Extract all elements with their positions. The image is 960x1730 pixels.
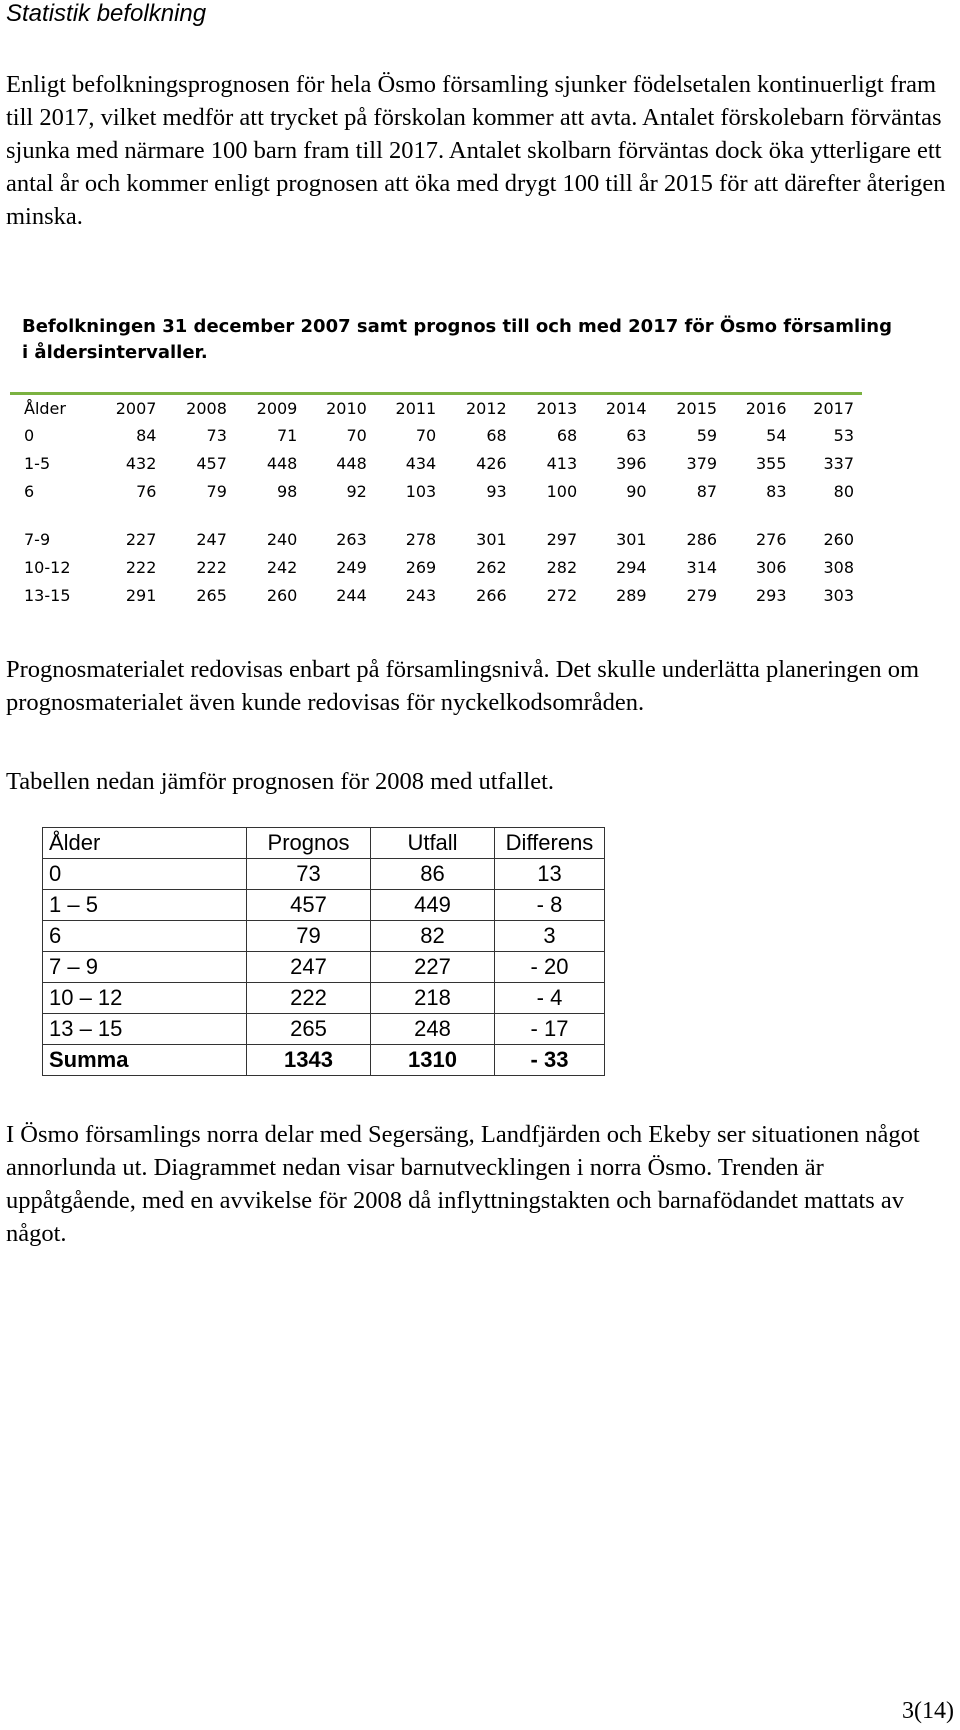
- comparison-age-cell: 7 – 9: [43, 952, 247, 983]
- projection-value-cell: 83: [766, 481, 787, 501]
- projection-value-cell: 457: [196, 453, 227, 473]
- projection-value-cell: 266: [476, 585, 507, 605]
- projection-value-cell: 80: [833, 481, 854, 501]
- projection-table-row: [10, 553, 862, 581]
- projection-value-cell: 247: [196, 529, 227, 549]
- projection-header-cell: 2014: [605, 398, 647, 418]
- projection-header-cell: 2012: [465, 398, 507, 418]
- comparison-table-row: [43, 983, 605, 1014]
- projection-value-cell: 291: [125, 585, 157, 605]
- projection-value-cell: 70: [346, 425, 367, 445]
- comparison-value-cell: - 4: [495, 983, 605, 1014]
- projection-value-cell: 59: [696, 425, 718, 445]
- comparison-value-cell: 247: [247, 952, 371, 983]
- projection-value-cell: 276: [755, 529, 787, 549]
- comparison-total-cell: Summa: [43, 1045, 247, 1076]
- projection-table: [10, 395, 862, 609]
- comparison-value-cell: 79: [247, 921, 371, 952]
- projection-value-cell: 100: [546, 481, 578, 501]
- projection-value-cell: 289: [616, 585, 647, 605]
- comparison-age-cell: 1 – 5: [43, 890, 247, 921]
- projection-spacer-row: [10, 505, 862, 525]
- comparison-table-row: [43, 921, 605, 952]
- projection-value-cell: 53: [833, 425, 854, 445]
- comparison-total-row: [43, 1045, 605, 1076]
- projection-value-cell: 244: [336, 585, 367, 605]
- projection-value-cell: 240: [266, 529, 298, 549]
- comparison-value-cell: 222: [247, 983, 371, 1014]
- projection-value-cell: 294: [616, 557, 647, 577]
- projection-value-cell: 301: [616, 529, 647, 549]
- projection-value-cell: 87: [696, 481, 718, 501]
- projection-value-cell: 448: [336, 453, 367, 473]
- comparison-age-cell: 6: [43, 921, 247, 952]
- projection-value-cell: 260: [823, 529, 854, 549]
- projection-age-cell: 10-12: [24, 557, 71, 577]
- projection-value-cell: 265: [196, 585, 227, 605]
- projection-age-cell: 0: [24, 425, 35, 445]
- comparison-value-cell: 218: [371, 983, 495, 1014]
- comparison-intro-paragraph: Tabellen nedan jämför prognosen för 2008 med utfallet.: [6, 768, 554, 795]
- comparison-value-cell: 86: [371, 859, 495, 890]
- projection-value-cell: 262: [476, 557, 507, 577]
- projection-table-row: [10, 581, 862, 609]
- projection-value-cell: 93: [486, 481, 507, 501]
- comparison-table-row: [43, 1014, 605, 1045]
- projection-value-cell: 103: [405, 481, 437, 501]
- comparison-value-cell: 73: [247, 859, 371, 890]
- projection-table-row: [10, 421, 862, 449]
- comparison-table-row: [43, 890, 605, 921]
- projection-header-row: [10, 395, 862, 421]
- comparison-value-cell: - 8: [495, 890, 605, 921]
- projection-value-cell: 282: [546, 557, 578, 577]
- prognosis-note-paragraph: Prognosmaterialet redovisas enbart på församlingsnivå. Det skulle underlätta planeringen om prognosmaterialet även kunde redovisas för nyckelkodsområden.: [6, 656, 920, 716]
- projection-header-cell: 2015: [676, 398, 718, 418]
- comparison-total-cell: 1310: [371, 1045, 495, 1076]
- projection-value-cell: 243: [405, 585, 437, 605]
- comparison-value-cell: 82: [371, 921, 495, 952]
- projection-value-cell: 286: [686, 529, 718, 549]
- projection-table-row: [10, 449, 862, 477]
- running-header: Statistik befolkning: [6, 0, 207, 27]
- projection-value-cell: 278: [405, 529, 437, 549]
- comparison-value-cell: - 20: [495, 952, 605, 983]
- projection-header-cell: 2010: [326, 398, 367, 418]
- projection-table-body: [10, 421, 862, 609]
- comparison-header-row: [43, 828, 605, 859]
- comparison-age-cell: 13 – 15: [43, 1014, 247, 1045]
- comparison-value-cell: - 17: [495, 1014, 605, 1045]
- comparison-value-cell: 265: [247, 1014, 371, 1045]
- projection-header-cell: Ålder: [24, 398, 66, 418]
- comparison-table-row: [43, 952, 605, 983]
- projection-value-cell: 355: [755, 453, 787, 473]
- comparison-header-cell: Prognos: [247, 828, 371, 859]
- projection-value-cell: 70: [415, 425, 437, 445]
- projection-value-cell: 432: [125, 453, 157, 473]
- comparison-value-cell: 227: [371, 952, 495, 983]
- comparison-table: [42, 827, 605, 1076]
- projection-value-cell: 272: [546, 585, 578, 605]
- projection-header-cell: 2007: [115, 398, 157, 418]
- intro-paragraph: Enligt befolkningsprognosen för hela Ösmo församling sjunker födelsetalen kontinuerligt fram till 2017, vilket medför att trycket på förskolan kommer att avta. Antalet förskolebarn förväntas sjunka med närmare 100 barn fram till 2017. Antalet skolbarn förväntas dock öka ytterligare ett antal år och kommer enligt prognosen att öka med drygt 100 till år 2015 för att därefter återigen minska.: [6, 71, 946, 230]
- projection-value-cell: 426: [476, 453, 507, 473]
- north-osmo-paragraph: I Ösmo församlings norra delar med Segersäng, Landfjärden och Ekeby ser situationen något annorlunda ut. Diagrammet nedan visar barnutvecklingen i norra Ösmo. Trenden är uppåtgående, med en avvikelse för 2008 då inflyttningstakten och barnafödandet mattats av något.: [6, 1121, 920, 1247]
- projection-value-cell: 279: [686, 585, 718, 605]
- projection-value-cell: 222: [196, 557, 227, 577]
- comparison-value-cell: 457: [247, 890, 371, 921]
- comparison-value-cell: 13: [495, 859, 605, 890]
- comparison-header-cell: Ålder: [43, 828, 247, 859]
- projection-value-cell: 227: [125, 529, 157, 549]
- comparison-value-cell: 248: [371, 1014, 495, 1045]
- projection-value-cell: 308: [823, 557, 854, 577]
- projection-value-cell: 98: [277, 481, 298, 501]
- projection-header-cell: 2017: [813, 398, 854, 418]
- projection-value-cell: 293: [755, 585, 787, 605]
- comparison-header-cell: Differens: [495, 828, 605, 859]
- comparison-value-cell: 449: [371, 890, 495, 921]
- projection-value-cell: 297: [546, 529, 578, 549]
- projection-value-cell: 260: [266, 585, 298, 605]
- projection-value-cell: 306: [755, 557, 787, 577]
- projection-value-cell: 337: [823, 453, 854, 473]
- comparison-header-cell: Utfall: [371, 828, 495, 859]
- projection-table-row: [10, 525, 862, 553]
- projection-header-cell: 2009: [256, 398, 298, 418]
- comparison-table-body: [43, 859, 605, 1045]
- comparison-age-cell: 0: [43, 859, 247, 890]
- projection-value-cell: 68: [556, 425, 578, 445]
- projection-value-cell: 54: [766, 425, 787, 445]
- comparison-total-cell: 1343: [247, 1045, 371, 1076]
- projection-value-cell: 92: [346, 481, 367, 501]
- projection-header-cell: 2008: [186, 398, 227, 418]
- projection-age-cell: 13-15: [24, 585, 71, 605]
- projection-table-container: [10, 392, 862, 609]
- projection-value-cell: 79: [206, 481, 227, 501]
- projection-value-cell: 90: [626, 481, 647, 501]
- projection-age-cell: 6: [24, 481, 35, 501]
- projection-value-cell: 76: [136, 481, 157, 501]
- projection-value-cell: 222: [125, 557, 157, 577]
- projection-age-cell: 7-9: [24, 529, 51, 549]
- projection-value-cell: 242: [266, 557, 298, 577]
- projection-value-cell: 301: [476, 529, 507, 549]
- projection-value-cell: 379: [686, 453, 718, 473]
- projection-value-cell: 68: [486, 425, 507, 445]
- projection-value-cell: 434: [405, 453, 437, 473]
- projection-value-cell: 263: [336, 529, 367, 549]
- projection-value-cell: 84: [136, 425, 157, 445]
- projection-value-cell: 73: [206, 425, 227, 445]
- projection-header-cell: 2013: [536, 398, 578, 418]
- projection-table-caption: Befolkningen 31 december 2007 samt prognos till och med 2017 för Ösmo församling i åldersintervaller.: [22, 316, 892, 363]
- projection-value-cell: 63: [626, 425, 647, 445]
- page-number: 3(14): [902, 1698, 954, 1724]
- projection-value-cell: 396: [616, 453, 647, 473]
- projection-header-cell: 2016: [745, 398, 787, 418]
- projection-header-cell: 2011: [395, 398, 437, 418]
- comparison-table-row: [43, 859, 605, 890]
- projection-value-cell: 269: [405, 557, 437, 577]
- projection-value-cell: 249: [336, 557, 367, 577]
- projection-value-cell: 448: [266, 453, 298, 473]
- projection-table-row: [10, 477, 862, 505]
- projection-value-cell: 413: [546, 453, 578, 473]
- projection-age-cell: 1-5: [24, 453, 51, 473]
- comparison-age-cell: 10 – 12: [43, 983, 247, 1014]
- projection-value-cell: 303: [823, 585, 854, 605]
- comparison-value-cell: 3: [495, 921, 605, 952]
- comparison-total-cell: - 33: [495, 1045, 605, 1076]
- projection-value-cell: 314: [686, 557, 718, 577]
- projection-spacer-cell: [10, 505, 862, 525]
- projection-value-cell: 71: [277, 425, 298, 445]
